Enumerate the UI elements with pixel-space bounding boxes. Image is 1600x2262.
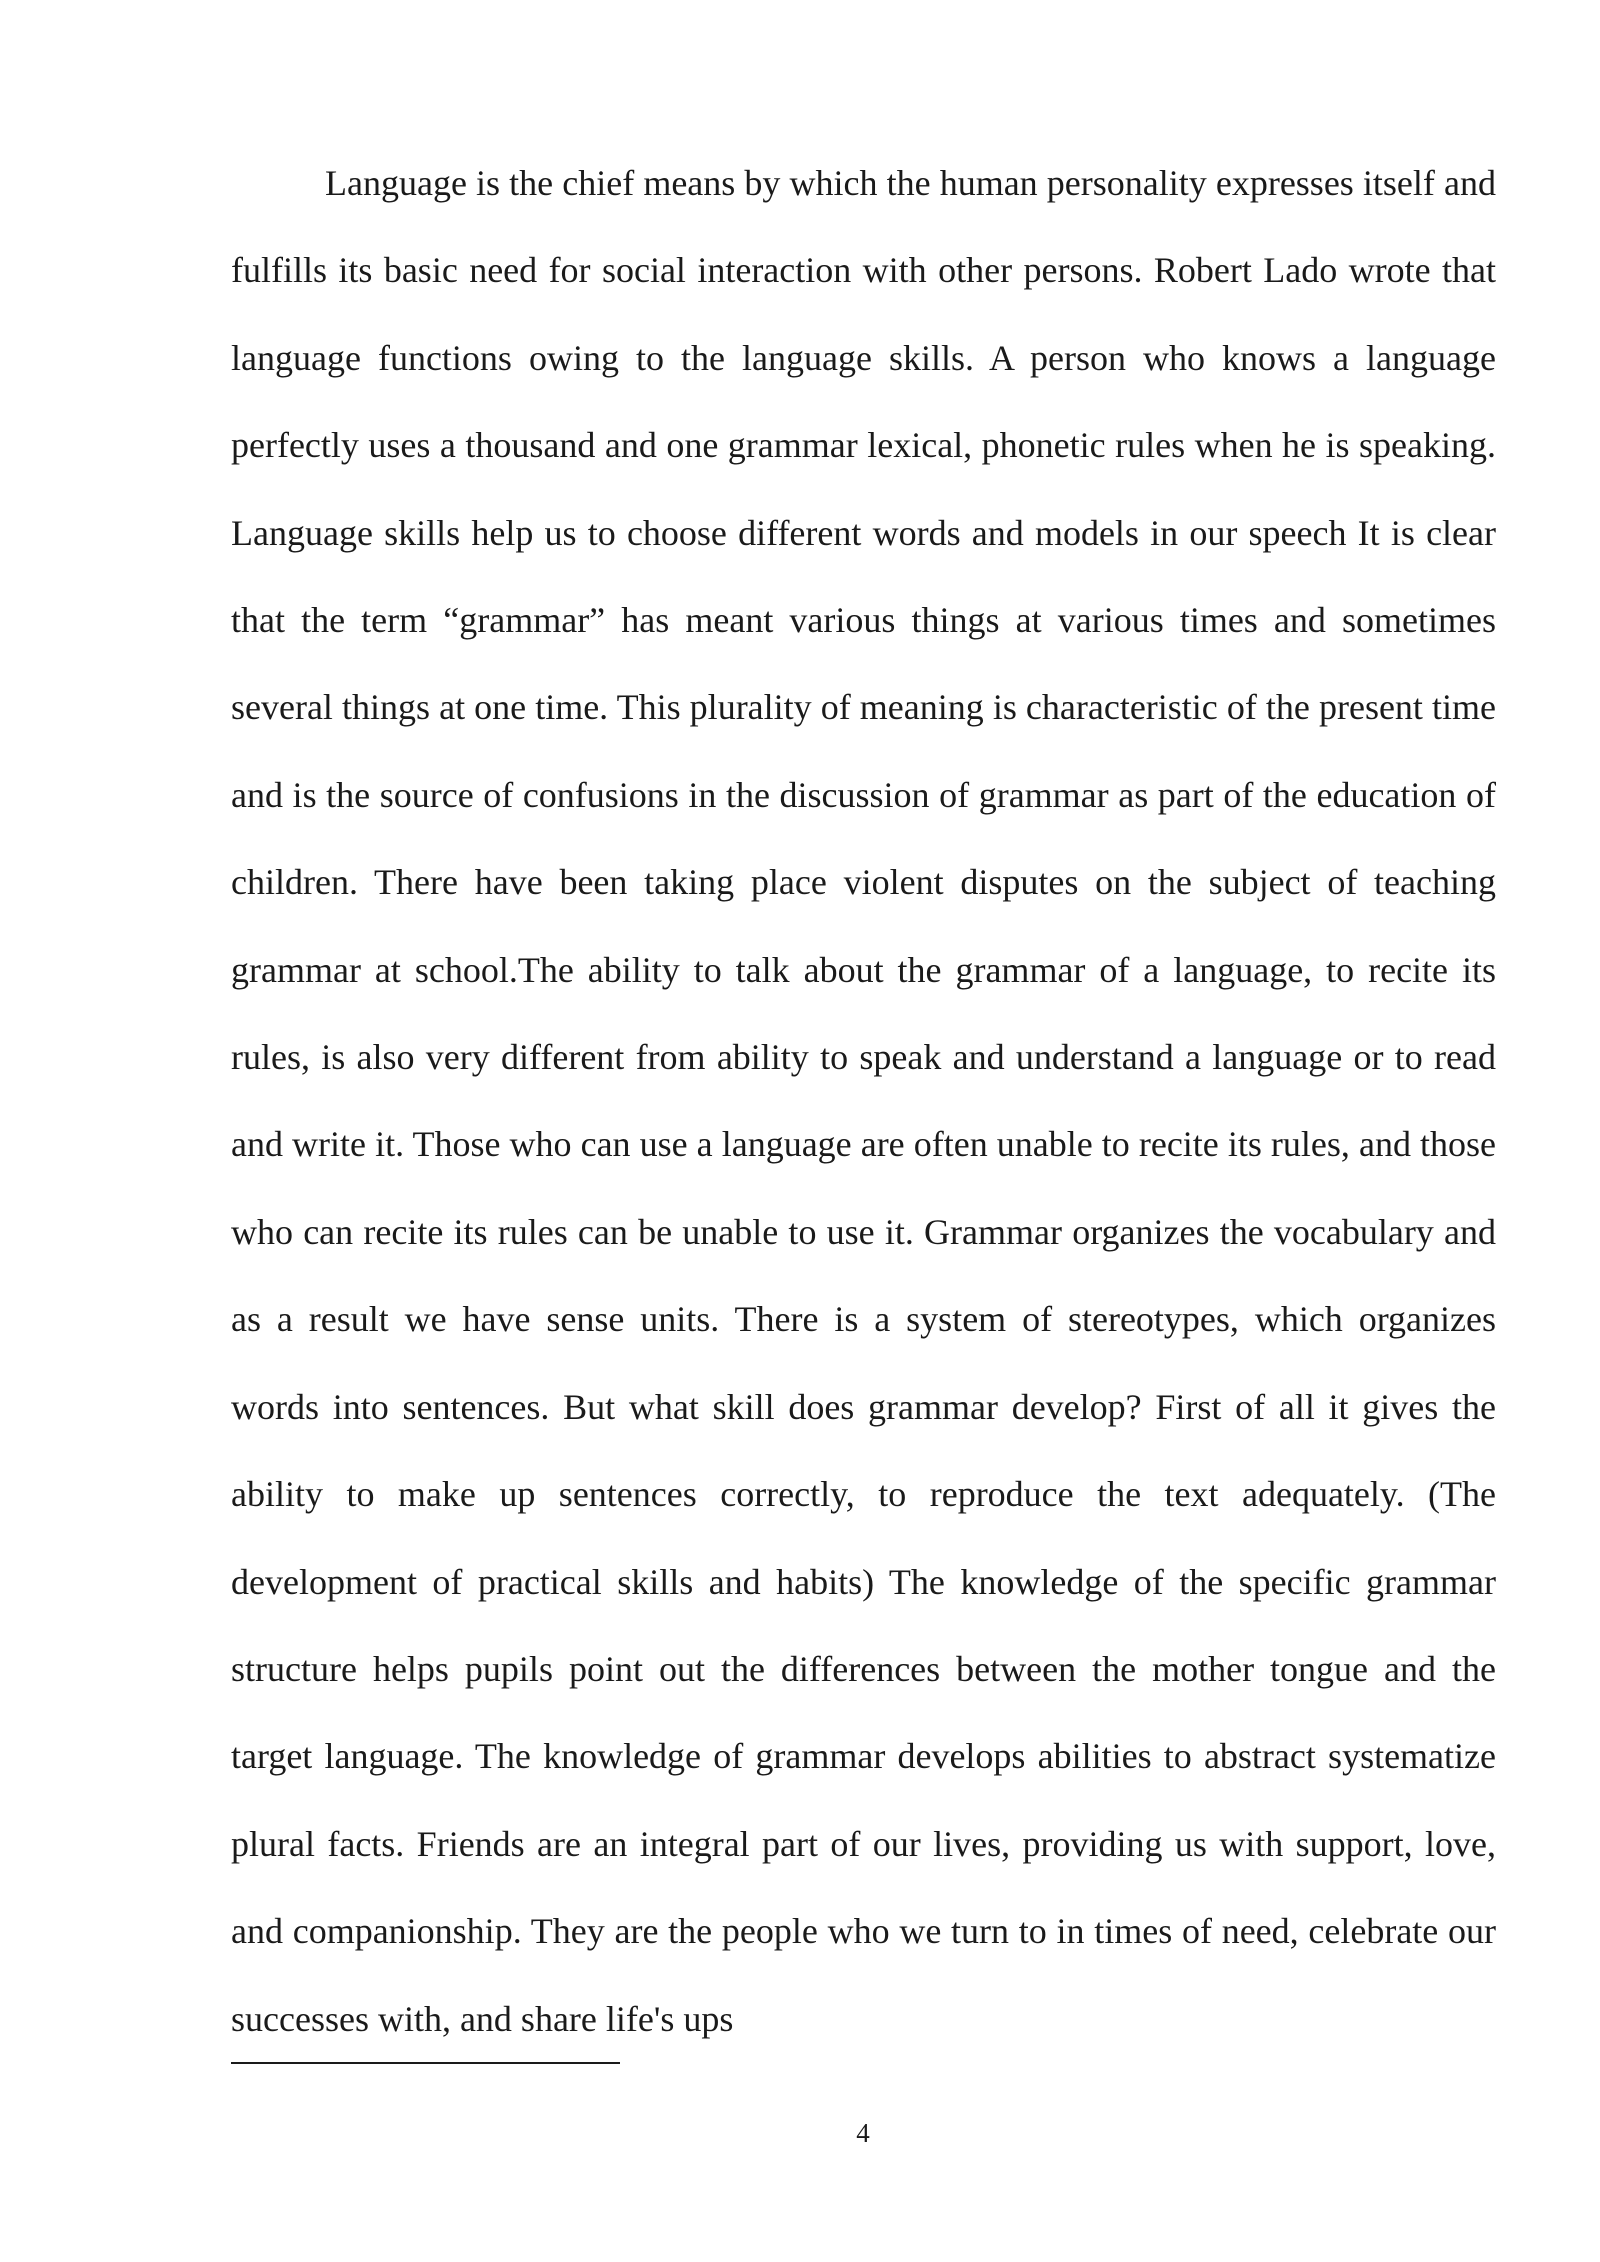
body-paragraph: Language is the chief means by which the human personality expresses itself and fulfills its basic need for social interaction with other persons. Robert Lado wrote that language functions owing to the language skills. A person who knows a language perfectly uses a thousand and one grammar lexical, phonetic rules when he is speaking. Language skills help us to choose different words and models in our speech It is clear that the term “grammar” has meant various things at various times and sometimes several things at one time. This plurality of meaning is characteristic of the present time and is the source of confusions in the discussion of grammar as part of the education of children. There have been taking place violent disputes on the subject of teaching grammar at school.The ability to talk about the grammar of a language, to recite its rules, is also very different from ability to speak and understand a language or to read and write it. Those who can use a language are often unable to recite its rules, and those who can recite its rules can be unable to use it. Grammar organizes the vocabulary and as a result we have sense units. There is a system of stereotypes, which organizes words into sentences. But what skill does grammar develop? First of all it gives the ability to make up sentences correctly, to reproduce the text adequately. (The development of practical skills and habits) The knowledge of the specific grammar structure helps pupils point out the differences between the mother tongue and the target language. The knowledge of grammar develops abilities to abstract systematize plural facts. Friends are an integral part of our lives, providing us with support, love, and companionship. They are the people who we turn to in times of need, celebrate our successes with, and share life's ups	[231, 163, 1496, 2039]
footnote-separator	[231, 2062, 620, 2064]
page-number: 4	[856, 2118, 870, 2148]
